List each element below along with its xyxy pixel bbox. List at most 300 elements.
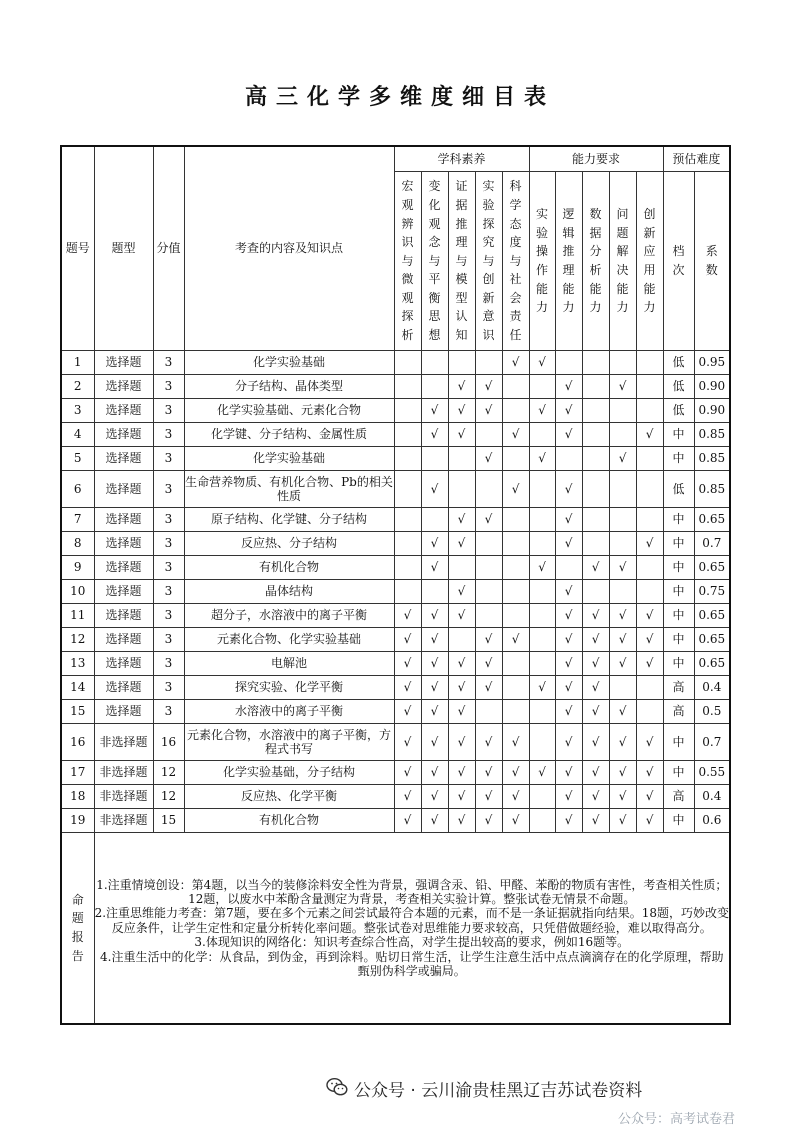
check-mark-icon: √ xyxy=(591,632,600,647)
check-cell xyxy=(394,652,421,676)
cell-number: 13 xyxy=(61,652,94,676)
check-cell xyxy=(502,628,529,652)
check-mark-icon: √ xyxy=(430,789,439,804)
check-cell xyxy=(394,724,421,761)
check-cell xyxy=(394,556,421,580)
cell-number: 4 xyxy=(61,423,94,447)
cell-coef: 0.65 xyxy=(694,556,730,580)
check-cell xyxy=(421,375,448,399)
check-mark-icon: √ xyxy=(484,656,493,671)
cell-type: 非选择题 xyxy=(94,785,153,809)
header-number: 题号 xyxy=(61,146,94,351)
check-cell xyxy=(421,785,448,809)
check-cell xyxy=(394,580,421,604)
check-cell xyxy=(394,809,421,833)
report-paragraph: 3.体现知识的网络化：知识考查综合性高，对学生提出较高的要求，例如16题等。 xyxy=(194,935,630,950)
cell-number: 15 xyxy=(61,700,94,724)
cell-content: 晶体结构 xyxy=(184,580,394,604)
check-cell xyxy=(582,785,609,809)
cell-coef: 0.4 xyxy=(694,676,730,700)
cell-score: 3 xyxy=(153,399,184,423)
cell-number: 1 xyxy=(61,351,94,375)
check-cell xyxy=(609,724,636,761)
check-mark-icon: √ xyxy=(618,813,627,828)
check-mark-icon: √ xyxy=(457,427,466,442)
cell-score: 3 xyxy=(153,700,184,724)
check-cell xyxy=(555,471,582,508)
cell-content: 探究实验、化学平衡 xyxy=(184,676,394,700)
check-mark-icon: √ xyxy=(538,560,546,575)
table-row xyxy=(61,351,730,375)
check-cell xyxy=(582,375,609,399)
check-mark-icon: √ xyxy=(511,789,520,804)
cell-coef: 0.85 xyxy=(694,471,730,508)
check-mark-icon: √ xyxy=(457,608,466,623)
check-cell xyxy=(502,471,529,508)
table-row xyxy=(61,700,730,724)
check-mark-icon: √ xyxy=(538,680,546,695)
cell-coef: 0.5 xyxy=(694,700,730,724)
check-mark-icon: √ xyxy=(538,355,546,370)
footer-account: 公众号 · 云川渝贵桂黑辽吉苏试卷资料 xyxy=(354,1081,643,1101)
cell-content: 元素化合物，水溶液中的离子平衡，方程式书写 xyxy=(184,724,394,761)
check-cell xyxy=(529,399,555,423)
check-mark-icon: √ xyxy=(430,536,439,551)
check-cell xyxy=(529,724,555,761)
check-cell xyxy=(555,508,582,532)
check-cell xyxy=(448,809,475,833)
check-mark-icon: √ xyxy=(457,765,466,780)
check-cell xyxy=(555,532,582,556)
check-mark-icon: √ xyxy=(430,734,439,749)
check-mark-icon: √ xyxy=(591,765,600,780)
check-cell xyxy=(529,423,555,447)
header-difficulty-coef: 系数 xyxy=(694,172,730,351)
check-mark-icon: √ xyxy=(591,813,600,828)
check-cell xyxy=(636,447,663,471)
cell-score: 3 xyxy=(153,652,184,676)
cell-score: 3 xyxy=(153,423,184,447)
check-cell xyxy=(609,652,636,676)
check-mark-icon: √ xyxy=(538,451,546,466)
check-mark-icon: √ xyxy=(484,765,493,780)
check-cell xyxy=(502,508,529,532)
check-cell xyxy=(448,652,475,676)
cell-level: 中 xyxy=(663,580,694,604)
table-body xyxy=(61,351,730,833)
check-cell xyxy=(529,628,555,652)
table-row xyxy=(61,676,730,700)
cell-level: 中 xyxy=(663,532,694,556)
check-cell xyxy=(448,676,475,700)
check-mark-icon: √ xyxy=(430,560,439,575)
check-cell xyxy=(555,724,582,761)
check-mark-icon: √ xyxy=(430,656,439,671)
check-mark-icon: √ xyxy=(403,656,412,671)
table-row xyxy=(61,785,730,809)
cell-content: 化学实验基础 xyxy=(184,447,394,471)
check-cell xyxy=(636,785,663,809)
check-cell xyxy=(582,700,609,724)
check-cell xyxy=(394,423,421,447)
check-cell xyxy=(582,676,609,700)
check-mark-icon: √ xyxy=(564,704,573,719)
check-cell xyxy=(448,375,475,399)
check-mark-icon: √ xyxy=(430,403,439,418)
check-mark-icon: √ xyxy=(618,560,627,575)
report-text xyxy=(94,833,730,1025)
check-mark-icon: √ xyxy=(511,481,520,496)
check-cell xyxy=(421,809,448,833)
cell-level: 低 xyxy=(663,375,694,399)
check-cell xyxy=(475,351,502,375)
check-cell xyxy=(394,676,421,700)
check-mark-icon: √ xyxy=(511,355,520,370)
check-mark-icon: √ xyxy=(564,608,573,623)
check-cell xyxy=(448,508,475,532)
check-mark-icon: √ xyxy=(430,704,439,719)
check-cell xyxy=(394,761,421,785)
header-ability-problem: 问题解决能力 xyxy=(609,172,636,351)
check-cell xyxy=(502,447,529,471)
check-cell xyxy=(448,785,475,809)
cell-content: 化学键、分子结构、金属性质 xyxy=(184,423,394,447)
header-group-ability: 能力要求 xyxy=(529,146,663,172)
check-cell xyxy=(582,556,609,580)
check-cell xyxy=(555,700,582,724)
report-paragraph: 1.注重情境创设：第4题，以当今的装修涂料安全性为背景，强调含汞、铅、甲醛、苯酚的物质有害性，考查相关性质；12题，以废水中苯酚含量测定为背景，考查相关实验计算。整张试卷无情景不命题。 xyxy=(96,877,728,907)
check-mark-icon: √ xyxy=(564,427,573,442)
header-ability-operation: 实验操作能力 xyxy=(529,172,555,351)
check-cell xyxy=(421,399,448,423)
check-mark-icon: √ xyxy=(564,584,573,599)
check-cell xyxy=(582,604,609,628)
check-cell xyxy=(421,471,448,508)
check-cell xyxy=(448,399,475,423)
check-mark-icon: √ xyxy=(484,680,493,695)
check-cell xyxy=(394,351,421,375)
check-cell xyxy=(475,399,502,423)
check-cell xyxy=(636,761,663,785)
table-row xyxy=(61,508,730,532)
check-mark-icon: √ xyxy=(591,560,600,575)
watermark: 公众号：高考试卷君 xyxy=(618,1112,736,1127)
cell-content: 超分子，水溶液中的离子平衡 xyxy=(184,604,394,628)
header-literacy-attitude: 科学态度与社会责任 xyxy=(502,172,529,351)
cell-level: 中 xyxy=(663,652,694,676)
check-mark-icon: √ xyxy=(591,734,600,749)
check-mark-icon: √ xyxy=(511,765,520,780)
check-mark-icon: √ xyxy=(484,512,493,527)
check-cell xyxy=(394,399,421,423)
cell-level: 中 xyxy=(663,423,694,447)
check-cell xyxy=(609,375,636,399)
check-cell xyxy=(609,676,636,700)
check-cell xyxy=(582,471,609,508)
check-mark-icon: √ xyxy=(645,813,654,828)
check-cell xyxy=(475,604,502,628)
check-cell xyxy=(555,761,582,785)
check-cell xyxy=(609,447,636,471)
check-cell xyxy=(582,423,609,447)
check-cell xyxy=(609,785,636,809)
cell-score: 3 xyxy=(153,628,184,652)
check-cell xyxy=(609,761,636,785)
cell-score: 3 xyxy=(153,471,184,508)
cell-number: 14 xyxy=(61,676,94,700)
cell-type: 选择题 xyxy=(94,604,153,628)
header-literacy-change: 变化观念与平衡思想 xyxy=(421,172,448,351)
check-cell xyxy=(421,604,448,628)
cell-type: 选择题 xyxy=(94,447,153,471)
check-cell xyxy=(421,761,448,785)
check-cell xyxy=(502,532,529,556)
cell-type: 非选择题 xyxy=(94,724,153,761)
check-mark-icon: √ xyxy=(457,813,466,828)
check-mark-icon: √ xyxy=(618,632,627,647)
check-cell xyxy=(475,580,502,604)
table-row xyxy=(61,652,730,676)
check-cell xyxy=(609,351,636,375)
table-row xyxy=(61,580,730,604)
check-cell xyxy=(502,604,529,628)
check-cell xyxy=(421,447,448,471)
check-cell xyxy=(502,724,529,761)
check-cell xyxy=(421,628,448,652)
check-mark-icon: √ xyxy=(564,403,573,418)
check-mark-icon: √ xyxy=(564,680,573,695)
check-mark-icon: √ xyxy=(511,427,520,442)
cell-content: 水溶液中的离子平衡 xyxy=(184,700,394,724)
check-cell xyxy=(421,532,448,556)
cell-level: 高 xyxy=(663,785,694,809)
check-cell xyxy=(555,676,582,700)
report-paragraph: 4.注重生活中的化学：从食品，到伪金，再到涂料。贴切日常生活，让学生注意生活中点点滴滴存在的化学原理，帮助甄别伪科学或骗局。 xyxy=(100,949,724,978)
check-mark-icon: √ xyxy=(457,680,466,695)
check-mark-icon: √ xyxy=(511,734,520,749)
check-cell xyxy=(475,628,502,652)
check-cell xyxy=(475,761,502,785)
check-cell xyxy=(421,652,448,676)
wechat-icon xyxy=(326,1077,348,1097)
check-cell xyxy=(421,423,448,447)
check-cell xyxy=(529,375,555,399)
check-mark-icon: √ xyxy=(430,813,439,828)
check-cell xyxy=(609,604,636,628)
cell-score: 3 xyxy=(153,351,184,375)
check-cell xyxy=(609,399,636,423)
header-group-literacy: 学科素养 xyxy=(394,146,529,172)
check-cell xyxy=(394,471,421,508)
cell-level: 中 xyxy=(663,809,694,833)
check-cell xyxy=(475,508,502,532)
check-cell xyxy=(582,724,609,761)
table-row xyxy=(61,399,730,423)
check-cell xyxy=(636,724,663,761)
check-cell xyxy=(529,508,555,532)
table-row xyxy=(61,471,730,508)
check-mark-icon: √ xyxy=(564,536,573,551)
check-cell xyxy=(609,580,636,604)
check-mark-icon: √ xyxy=(457,656,466,671)
page-title: 高三化学多维度细目表 xyxy=(244,84,555,110)
report-label: 命题报告 xyxy=(61,833,94,1025)
cell-score: 12 xyxy=(153,761,184,785)
cell-level: 中 xyxy=(663,628,694,652)
check-cell xyxy=(529,604,555,628)
check-cell xyxy=(502,556,529,580)
check-cell xyxy=(529,700,555,724)
check-cell xyxy=(636,676,663,700)
check-mark-icon: √ xyxy=(591,704,600,719)
cell-number: 7 xyxy=(61,508,94,532)
check-cell xyxy=(529,532,555,556)
check-cell xyxy=(555,556,582,580)
check-mark-icon: √ xyxy=(457,379,466,394)
header-content: 考查的内容及知识点 xyxy=(184,146,394,351)
cell-type: 非选择题 xyxy=(94,809,153,833)
check-mark-icon: √ xyxy=(564,632,573,647)
check-cell xyxy=(609,809,636,833)
cell-number: 6 xyxy=(61,471,94,508)
cell-level: 中 xyxy=(663,724,694,761)
check-cell xyxy=(394,508,421,532)
check-cell xyxy=(582,399,609,423)
check-mark-icon: √ xyxy=(430,632,439,647)
check-cell xyxy=(394,785,421,809)
cell-coef: 0.75 xyxy=(694,580,730,604)
cell-level: 高 xyxy=(663,676,694,700)
cell-type: 选择题 xyxy=(94,652,153,676)
check-cell xyxy=(394,604,421,628)
check-mark-icon: √ xyxy=(564,813,573,828)
check-cell xyxy=(448,351,475,375)
check-mark-icon: √ xyxy=(618,704,627,719)
cell-coef: 0.65 xyxy=(694,652,730,676)
cell-coef: 0.4 xyxy=(694,785,730,809)
check-cell xyxy=(582,628,609,652)
header-ability-innovation: 创新应用能力 xyxy=(636,172,663,351)
check-cell xyxy=(475,375,502,399)
cell-content: 电解池 xyxy=(184,652,394,676)
check-mark-icon: √ xyxy=(430,427,439,442)
cell-type: 选择题 xyxy=(94,508,153,532)
check-mark-icon: √ xyxy=(403,680,412,695)
cell-score: 12 xyxy=(153,785,184,809)
check-cell xyxy=(582,652,609,676)
header-literacy-evidence: 证据推理与模型认知 xyxy=(448,172,475,351)
check-mark-icon: √ xyxy=(484,632,493,647)
check-mark-icon: √ xyxy=(457,403,466,418)
check-mark-icon: √ xyxy=(591,680,600,695)
cell-level: 中 xyxy=(663,508,694,532)
cell-level: 低 xyxy=(663,471,694,508)
check-mark-icon: √ xyxy=(591,608,600,623)
cell-content: 化学实验基础、元素化合物 xyxy=(184,399,394,423)
cell-coef: 0.65 xyxy=(694,604,730,628)
header-literacy-experiment: 实验探究与创新意识 xyxy=(475,172,502,351)
check-cell xyxy=(394,447,421,471)
cell-coef: 0.6 xyxy=(694,809,730,833)
check-mark-icon: √ xyxy=(457,584,466,599)
check-cell xyxy=(502,785,529,809)
check-cell xyxy=(555,809,582,833)
cell-coef: 0.85 xyxy=(694,423,730,447)
cell-content: 反应热、分子结构 xyxy=(184,532,394,556)
check-cell xyxy=(421,580,448,604)
check-mark-icon: √ xyxy=(645,789,654,804)
check-mark-icon: √ xyxy=(484,813,493,828)
check-cell xyxy=(421,700,448,724)
check-cell xyxy=(502,375,529,399)
check-mark-icon: √ xyxy=(484,403,493,418)
check-mark-icon: √ xyxy=(645,765,654,780)
check-cell xyxy=(636,809,663,833)
check-mark-icon: √ xyxy=(538,765,546,780)
check-cell xyxy=(448,471,475,508)
check-mark-icon: √ xyxy=(484,451,493,466)
check-mark-icon: √ xyxy=(564,765,573,780)
check-cell xyxy=(394,700,421,724)
cell-level: 低 xyxy=(663,351,694,375)
table-row xyxy=(61,724,730,761)
check-cell xyxy=(475,724,502,761)
check-mark-icon: √ xyxy=(403,734,412,749)
cell-content: 分子结构、晶体类型 xyxy=(184,375,394,399)
check-cell xyxy=(636,700,663,724)
check-cell xyxy=(475,809,502,833)
cell-level: 高 xyxy=(663,700,694,724)
check-cell xyxy=(421,351,448,375)
check-mark-icon: √ xyxy=(430,608,439,623)
check-cell xyxy=(475,676,502,700)
table-row xyxy=(61,556,730,580)
check-mark-icon: √ xyxy=(645,656,654,671)
check-cell xyxy=(394,532,421,556)
check-mark-icon: √ xyxy=(511,813,520,828)
check-mark-icon: √ xyxy=(618,451,627,466)
check-cell xyxy=(475,556,502,580)
cell-coef: 0.55 xyxy=(694,761,730,785)
check-cell xyxy=(529,471,555,508)
cell-coef: 0.65 xyxy=(694,628,730,652)
cell-type: 选择题 xyxy=(94,351,153,375)
check-cell xyxy=(529,556,555,580)
cell-score: 3 xyxy=(153,375,184,399)
report-paragraph: 2.注重思维能力考查：第7题，要在多个元素之间尝试最符合本题的元素，而不是一条证据就指向结果。18题，巧妙改变反应条件，让学生定性和定量分析转化率问题。整张试卷对思维能力要求较高，只凭借做题经验，难以取得高分。 xyxy=(94,906,729,935)
check-mark-icon: √ xyxy=(484,734,493,749)
check-cell xyxy=(529,785,555,809)
check-cell xyxy=(448,761,475,785)
cell-score: 3 xyxy=(153,508,184,532)
cell-coef: 0.90 xyxy=(694,375,730,399)
check-mark-icon: √ xyxy=(591,656,600,671)
check-mark-icon: √ xyxy=(645,427,654,442)
check-mark-icon: √ xyxy=(564,481,573,496)
cell-content: 生命营养物质、有机化合物、Pb的相关性质 xyxy=(184,471,394,508)
check-cell xyxy=(502,399,529,423)
check-mark-icon: √ xyxy=(457,704,466,719)
check-cell xyxy=(475,785,502,809)
cell-number: 3 xyxy=(61,399,94,423)
check-cell xyxy=(555,652,582,676)
check-cell xyxy=(475,652,502,676)
check-cell xyxy=(448,724,475,761)
cell-type: 非选择题 xyxy=(94,761,153,785)
detail-table xyxy=(60,145,731,1025)
check-cell xyxy=(582,351,609,375)
cell-score: 3 xyxy=(153,532,184,556)
